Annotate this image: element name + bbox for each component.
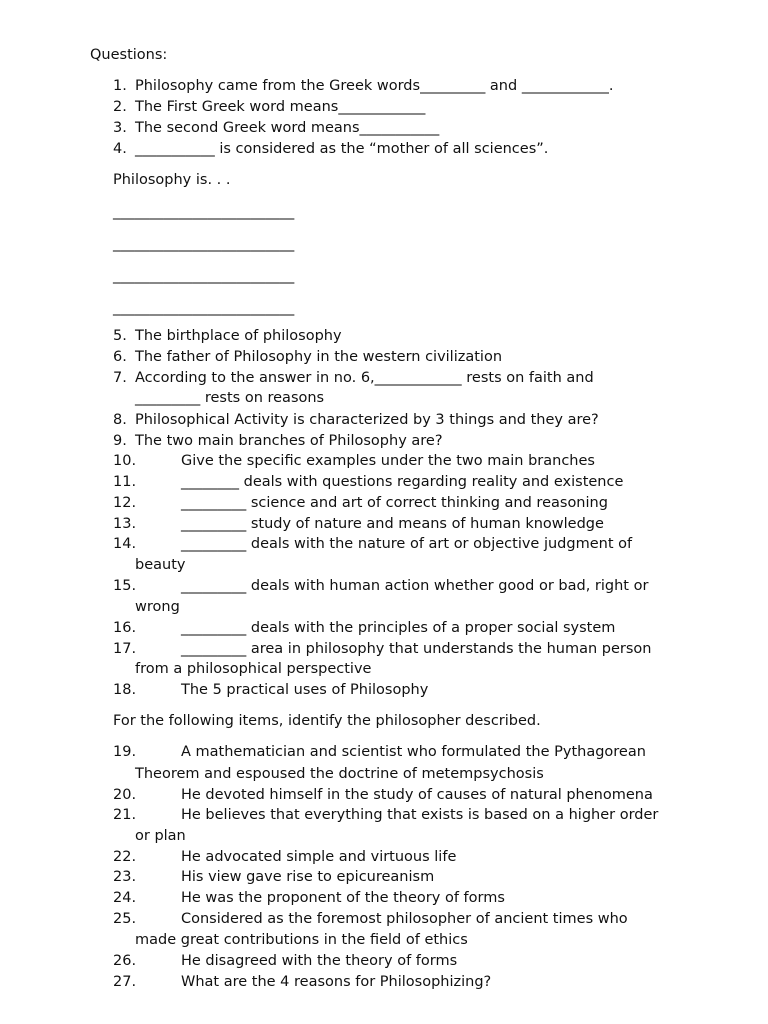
question-text-continued: beauty (135, 557, 186, 573)
answer-blank-line: _________________________ (113, 204, 295, 220)
question-number: 18. (113, 682, 137, 698)
question-number: 22. (113, 849, 137, 865)
question-text: The 5 practical uses of Philosophy (181, 682, 429, 698)
question-number: 1. (113, 78, 127, 94)
question-text-continued: or plan (135, 828, 186, 844)
question-number: 19. (113, 744, 137, 760)
question-number: 26. (113, 953, 137, 969)
worksheet-heading: Questions: (90, 47, 168, 63)
question-number: 2. (113, 99, 127, 115)
question-text: Give the specific examples under the two main branches (181, 453, 595, 469)
question-text: _________ deals with the principles of a proper social system (181, 620, 616, 636)
question-text: A mathematician and scientist who formulated the Pythagorean (181, 744, 646, 760)
question-text: Philosophy came from the Greek words_________ and ____________. (135, 78, 614, 94)
question-number: 4. (113, 141, 127, 157)
question-text: What are the 4 reasons for Philosophizing? (181, 974, 492, 990)
question-text: Considered as the foremost philosopher of ancient times who (181, 911, 628, 927)
question-number: 25. (113, 911, 137, 927)
question-number: 13. (113, 516, 137, 532)
question-text-continued: _________ rests on reasons (135, 390, 325, 406)
question-text: The two main branches of Philosophy are? (135, 433, 443, 449)
question-number: 12. (113, 495, 137, 511)
question-text: He disagreed with the theory of forms (181, 953, 458, 969)
question-text: The birthplace of philosophy (135, 328, 342, 344)
question-text-continued: from a philosophical perspective (135, 661, 372, 677)
question-number: 23. (113, 869, 137, 885)
answer-blank-line: _________________________ (113, 300, 295, 316)
answer-blank-line: _________________________ (113, 236, 295, 252)
identify-instruction: For the following items, identify the philosopher described. (113, 713, 541, 729)
question-number: 17. (113, 641, 137, 657)
question-text-continued: Theorem and espoused the doctrine of metempsychosis (135, 766, 544, 782)
question-text: ________ deals with questions regarding reality and existence (181, 474, 624, 490)
question-text: He devoted himself in the study of causes of natural phenomena (181, 787, 653, 803)
question-number: 8. (113, 412, 127, 428)
answer-blank-line: _________________________ (113, 268, 295, 284)
question-text: Philosophical Activity is characterized by 3 things and they are? (135, 412, 599, 428)
question-text: He was the proponent of the theory of forms (181, 890, 505, 906)
question-text: He believes that everything that exists is based on a higher order (181, 807, 659, 823)
question-number: 7. (113, 370, 127, 386)
question-text: The second Greek word means___________ (135, 120, 440, 136)
question-number: 6. (113, 349, 127, 365)
question-text: The First Greek word means____________ (135, 99, 426, 115)
question-text: ___________ is considered as the “mother of all sciences”. (135, 141, 549, 157)
question-number: 5. (113, 328, 127, 344)
question-text: According to the answer in no. 6,____________ rests on faith and (135, 370, 594, 386)
question-text: His view gave rise to epicureanism (181, 869, 435, 885)
question-text: _________ science and art of correct thinking and reasoning (181, 495, 608, 511)
question-number: 14. (113, 536, 137, 552)
question-number: 11. (113, 474, 137, 490)
question-text-continued: made great contributions in the field of ethics (135, 932, 468, 948)
question-text-continued: wrong (135, 599, 180, 615)
question-text: _________ deals with the nature of art or objective judgment of (181, 536, 633, 552)
question-number: 15. (113, 578, 137, 594)
question-text: The father of Philosophy in the western civilization (135, 349, 503, 365)
question-number: 24. (113, 890, 137, 906)
question-number: 10. (113, 453, 137, 469)
question-number: 21. (113, 807, 137, 823)
question-number: 16. (113, 620, 137, 636)
question-number: 20. (113, 787, 137, 803)
question-text: _________ area in philosophy that understands the human person (181, 641, 652, 657)
question-text: _________ study of nature and means of human knowledge (181, 516, 604, 532)
philosophy-is-prompt: Philosophy is. . . (113, 172, 231, 188)
question-number: 27. (113, 974, 137, 990)
question-number: 9. (113, 433, 127, 449)
question-text: _________ deals with human action whether good or bad, right or (181, 578, 649, 594)
question-number: 3. (113, 120, 127, 136)
question-text: He advocated simple and virtuous life (181, 849, 457, 865)
